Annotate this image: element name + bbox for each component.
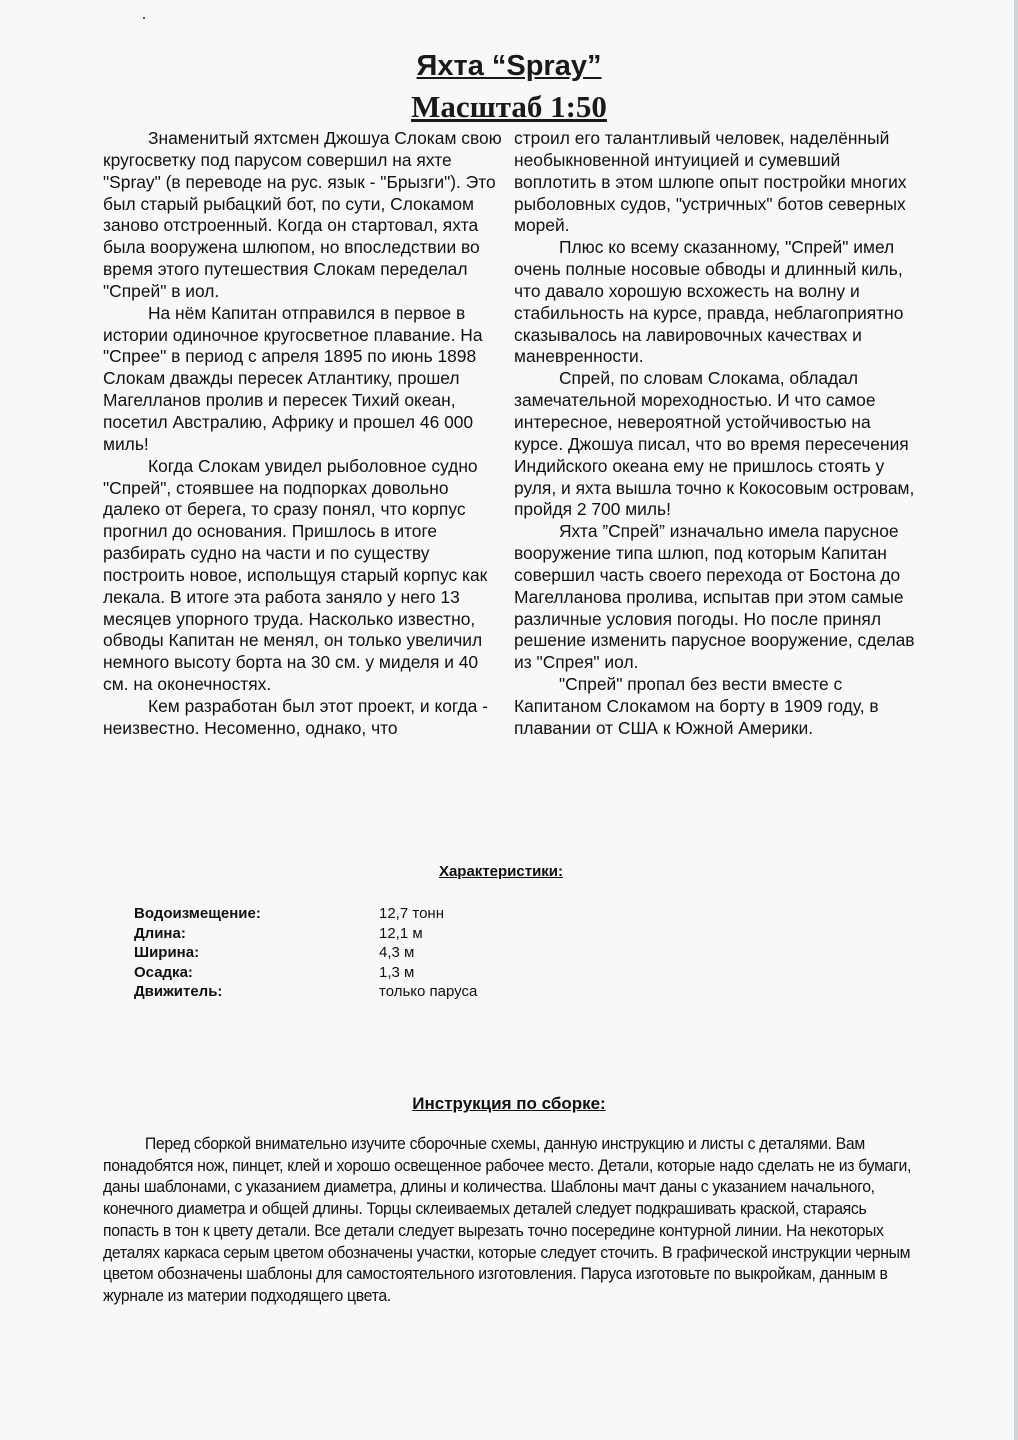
spec-value: 12,1 м	[379, 924, 423, 942]
paragraph: Знаменитый яхтсмен Джошуа Слокам свою кругосветку под парусом совершил на яхте "Spray" (в переводе на рус. язык - "Брызги"). Это был старый рыбацкий бот, по сути, Слокамом заново отстроенный. Когда он стартовал, яхта была вооружена шлюпом, но впоследствии во время этого путешествия Слокам переделал "Спрей" в иол.	[103, 128, 502, 301]
right-column	[514, 128, 924, 740]
paragraph: Перед сборкой внимательно изучите сборочные схемы, данную инструкцию и листы с деталями. Вам понадобятся нож, пинцет, клей и хорошо освещенное рабочее место. Детали, которые надо сделать не из бумаги, даны шаблонами, с указанием диаметра, длины и количества. Шаблоны мачт даны с указанием начального, конечного диаметра и общей длины. Торцы склеиваемых деталей следует подкрашивать краской, стараясь попасть в тон к цвету детали. Все детали следует вырезать точно посередине контурной линии. На некоторых деталях каркаса серым цветом обозначены участки, которые следует сточить. В графической инструкции черным цветом обозначены шаблоны для самостоятельного изготовления. Паруса изготовьте по выкройкам, данным в журнале из материи подходящего цвета.	[103, 1134, 912, 1305]
document-subtitle: Масштаб 1:50	[411, 89, 607, 124]
spec-value: 1,3 м	[379, 963, 415, 981]
paragraph: Кем разработан был этот проект, и когда - неизвестно. Несоменно, однако, что	[103, 695, 488, 738]
spec-value: 12,7 тонн	[379, 905, 444, 922]
paragraph: Яхта ”Спрей” изначально имела парусное вооружение типа шлюп, под которым Капитан совершил часть своего перехода от Бостона до Магелланова пролива, испытав при этом самые различные условия погоды. Но после принял решение изменить парусное вооружение, сделав из "Спрея" иол.	[514, 521, 915, 673]
paragraph: Когда Слокам увидел рыболовное судно "Спрей", стоявшее на подпорках довольно далеко от берега, то сразу понял, что корпус прогнил до основания. Пришлось в итоге разбирать судно на части и по существу построить новое, испольщуя старый корпус как лекала. В итоге эта работа заняло у него 13 месяцев упорного труда. Насколько известно, обводы Капитан не менял, он только увеличил немного высоту борта на 30 см. у миделя и 40 см. на оконечностях.	[103, 455, 488, 695]
spec-label: Осадка:	[134, 963, 193, 981]
spec-label: Длина:	[134, 924, 186, 942]
specs-heading-text: Характеристики:	[438, 863, 564, 880]
paragraph: На нём Капитан отправился в первое в истории одиночное кругосветное плавание. На "Спрее" в период с апреля 1895 по июнь 1898 Слокам дважды пересек Атлантику, прошел Магелланов пролив и пересек Тихий океан, посетил Австралию, Африку и прошел 46 000 миль!	[103, 302, 483, 454]
assembly-heading: Инструкция по сборке:	[412, 1094, 606, 1113]
spec-label: Ширина:	[134, 944, 200, 961]
spec-value: 4,3 м	[379, 944, 415, 961]
specs-heading	[0, 863, 1018, 880]
spec-row	[134, 904, 477, 924]
specs-table	[134, 904, 477, 1002]
spec-row	[134, 982, 477, 1002]
spec-row	[134, 963, 477, 983]
scan-speck	[143, 17, 145, 19]
scan-edge	[1014, 0, 1018, 1440]
document-title: Яхта “Spray”	[416, 50, 602, 82]
spec-value: только паруса	[379, 983, 478, 1000]
left-column	[103, 128, 508, 740]
paragraph: "Спрей" пропал без вести вместе с Капитаном Слокамом на борту в 1909 году, в плавании от США к Южной Америки.	[514, 674, 879, 738]
assembly-instructions	[103, 1133, 921, 1307]
paragraph: строил его талантливый человек, наделённый необыкновенной интуицией и сумевший воплотить в этом шлюпе опыт постройки многих рыболовных судов, "устричных" ботов северных морей.	[514, 128, 907, 236]
spec-label: Водоизмещение:	[134, 905, 261, 922]
spec-row	[134, 924, 477, 944]
paragraph: Спрей, по словам Слокама, обладал замечательной мореходностью. И что самое интересное, невероятной устойчивостью на курсе. Джошуа писал, что во время пересечения Индийского океана ему не пришлось стоять у руля, и яхта вышла точно к Кокосовым островам, пройдя 2 700 миль!	[514, 368, 915, 520]
paragraph: Плюс ко всему сказанному, "Спрей" имел очень полные носовые обводы и длинный киль, что давало хорошую всхожесть на волну и стабильность на курсе, правда, неблагоприятно сказывалось на лавировочных качествах и маневренности.	[514, 237, 904, 367]
spec-row	[134, 943, 477, 963]
spec-label: Движитель:	[134, 983, 223, 1000]
